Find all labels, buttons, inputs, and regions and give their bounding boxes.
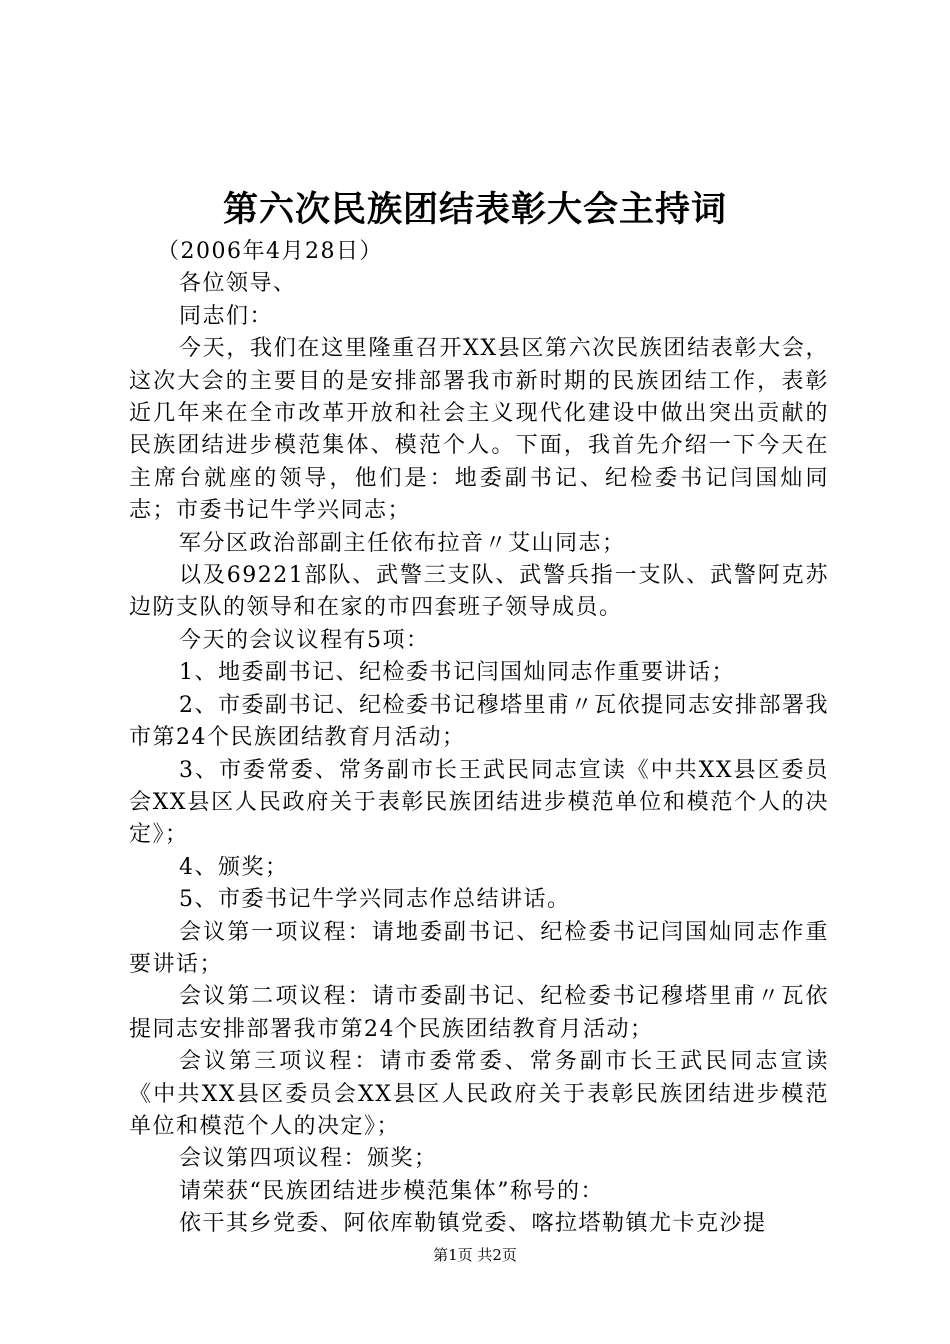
agenda-step: 会议第四项议程：颁奖； (179, 1146, 438, 1172)
award-intro: 请荣获“民族团结进步模范集体”称号的： (179, 1178, 604, 1204)
award-list: 依干其乡党委、阿依库勒镇党委、喀拉塔勒镇尤卡克沙提 (179, 1211, 767, 1237)
agenda-item: 3、市委常委、常务副市长王武民同志宣读《中共XX县区委员会XX县区人民政府关于表彰民族团结进步模范单位和模范个人的决定》； (129, 757, 829, 848)
paragraph-opening: 今天，我们在这里隆重召开XX县区第六次民族团结表彰大会，这次大会的主要目的是安排部署我市新时期的民族团结工作，表彰近几年来在全市改革开放和社会主义现代化建设中做出突出贡献的民族团结进步模范集体、模范个人。下面，我首先介绍一下今天在主席台就座的领导，他们是：地委副书记、纪检委书记闫国灿同志；市委书记牛学兴同志； (129, 336, 829, 524)
agenda-item: 2、市委副书记、纪检委书记穆塔里甫〃瓦依提同志安排部署我市第24个民族团结教育月活动； (129, 692, 829, 751)
agenda-item: 1、地委副书记、纪检委书记闫国灿同志作重要讲话； (179, 660, 735, 686)
agenda-step: 会议第二项议程：请市委副书记、纪检委书记穆塔里甫〃瓦依提同志安排部署我市第24个民族团结教育月活动； (129, 984, 829, 1042)
paragraph-units: 以及69221部队、武警三支队、武警兵指一支队、武警阿克苏边防支队的领导和在家的市四套班子领导成员。 (129, 563, 829, 621)
paragraph-military-leader: 军分区政治部副主任依布拉音〃艾山同志； (179, 530, 626, 556)
date-line: （2006年4月28日） (157, 239, 383, 264)
document-title: 第六次民族团结表彰大会主持词 (222, 189, 727, 230)
paragraph-agenda-intro: 今天的会议议程有5项： (179, 627, 430, 653)
agenda-item: 5、市委书记牛学兴同志作总结讲话。 (179, 887, 571, 913)
page-footer: 第1页 共2页 (433, 1246, 517, 1264)
salutation-comrades: 同志们： (179, 303, 274, 329)
agenda-step: 会议第一项议程：请地委副书记、纪检委书记闫国灿同志作重要讲话； (129, 919, 829, 977)
agenda-item: 4、颁奖； (179, 854, 289, 880)
salutation-leaders: 各位领导、 (179, 271, 297, 297)
document-body (129, 236, 829, 1241)
agenda-step: 会议第三项议程：请市委常委、常务副市长王武民同志宣读《中共XX县区委员会XX县区人民政府关于表彰民族团结进步模范单位和模范个人的决定》； (129, 1049, 829, 1139)
